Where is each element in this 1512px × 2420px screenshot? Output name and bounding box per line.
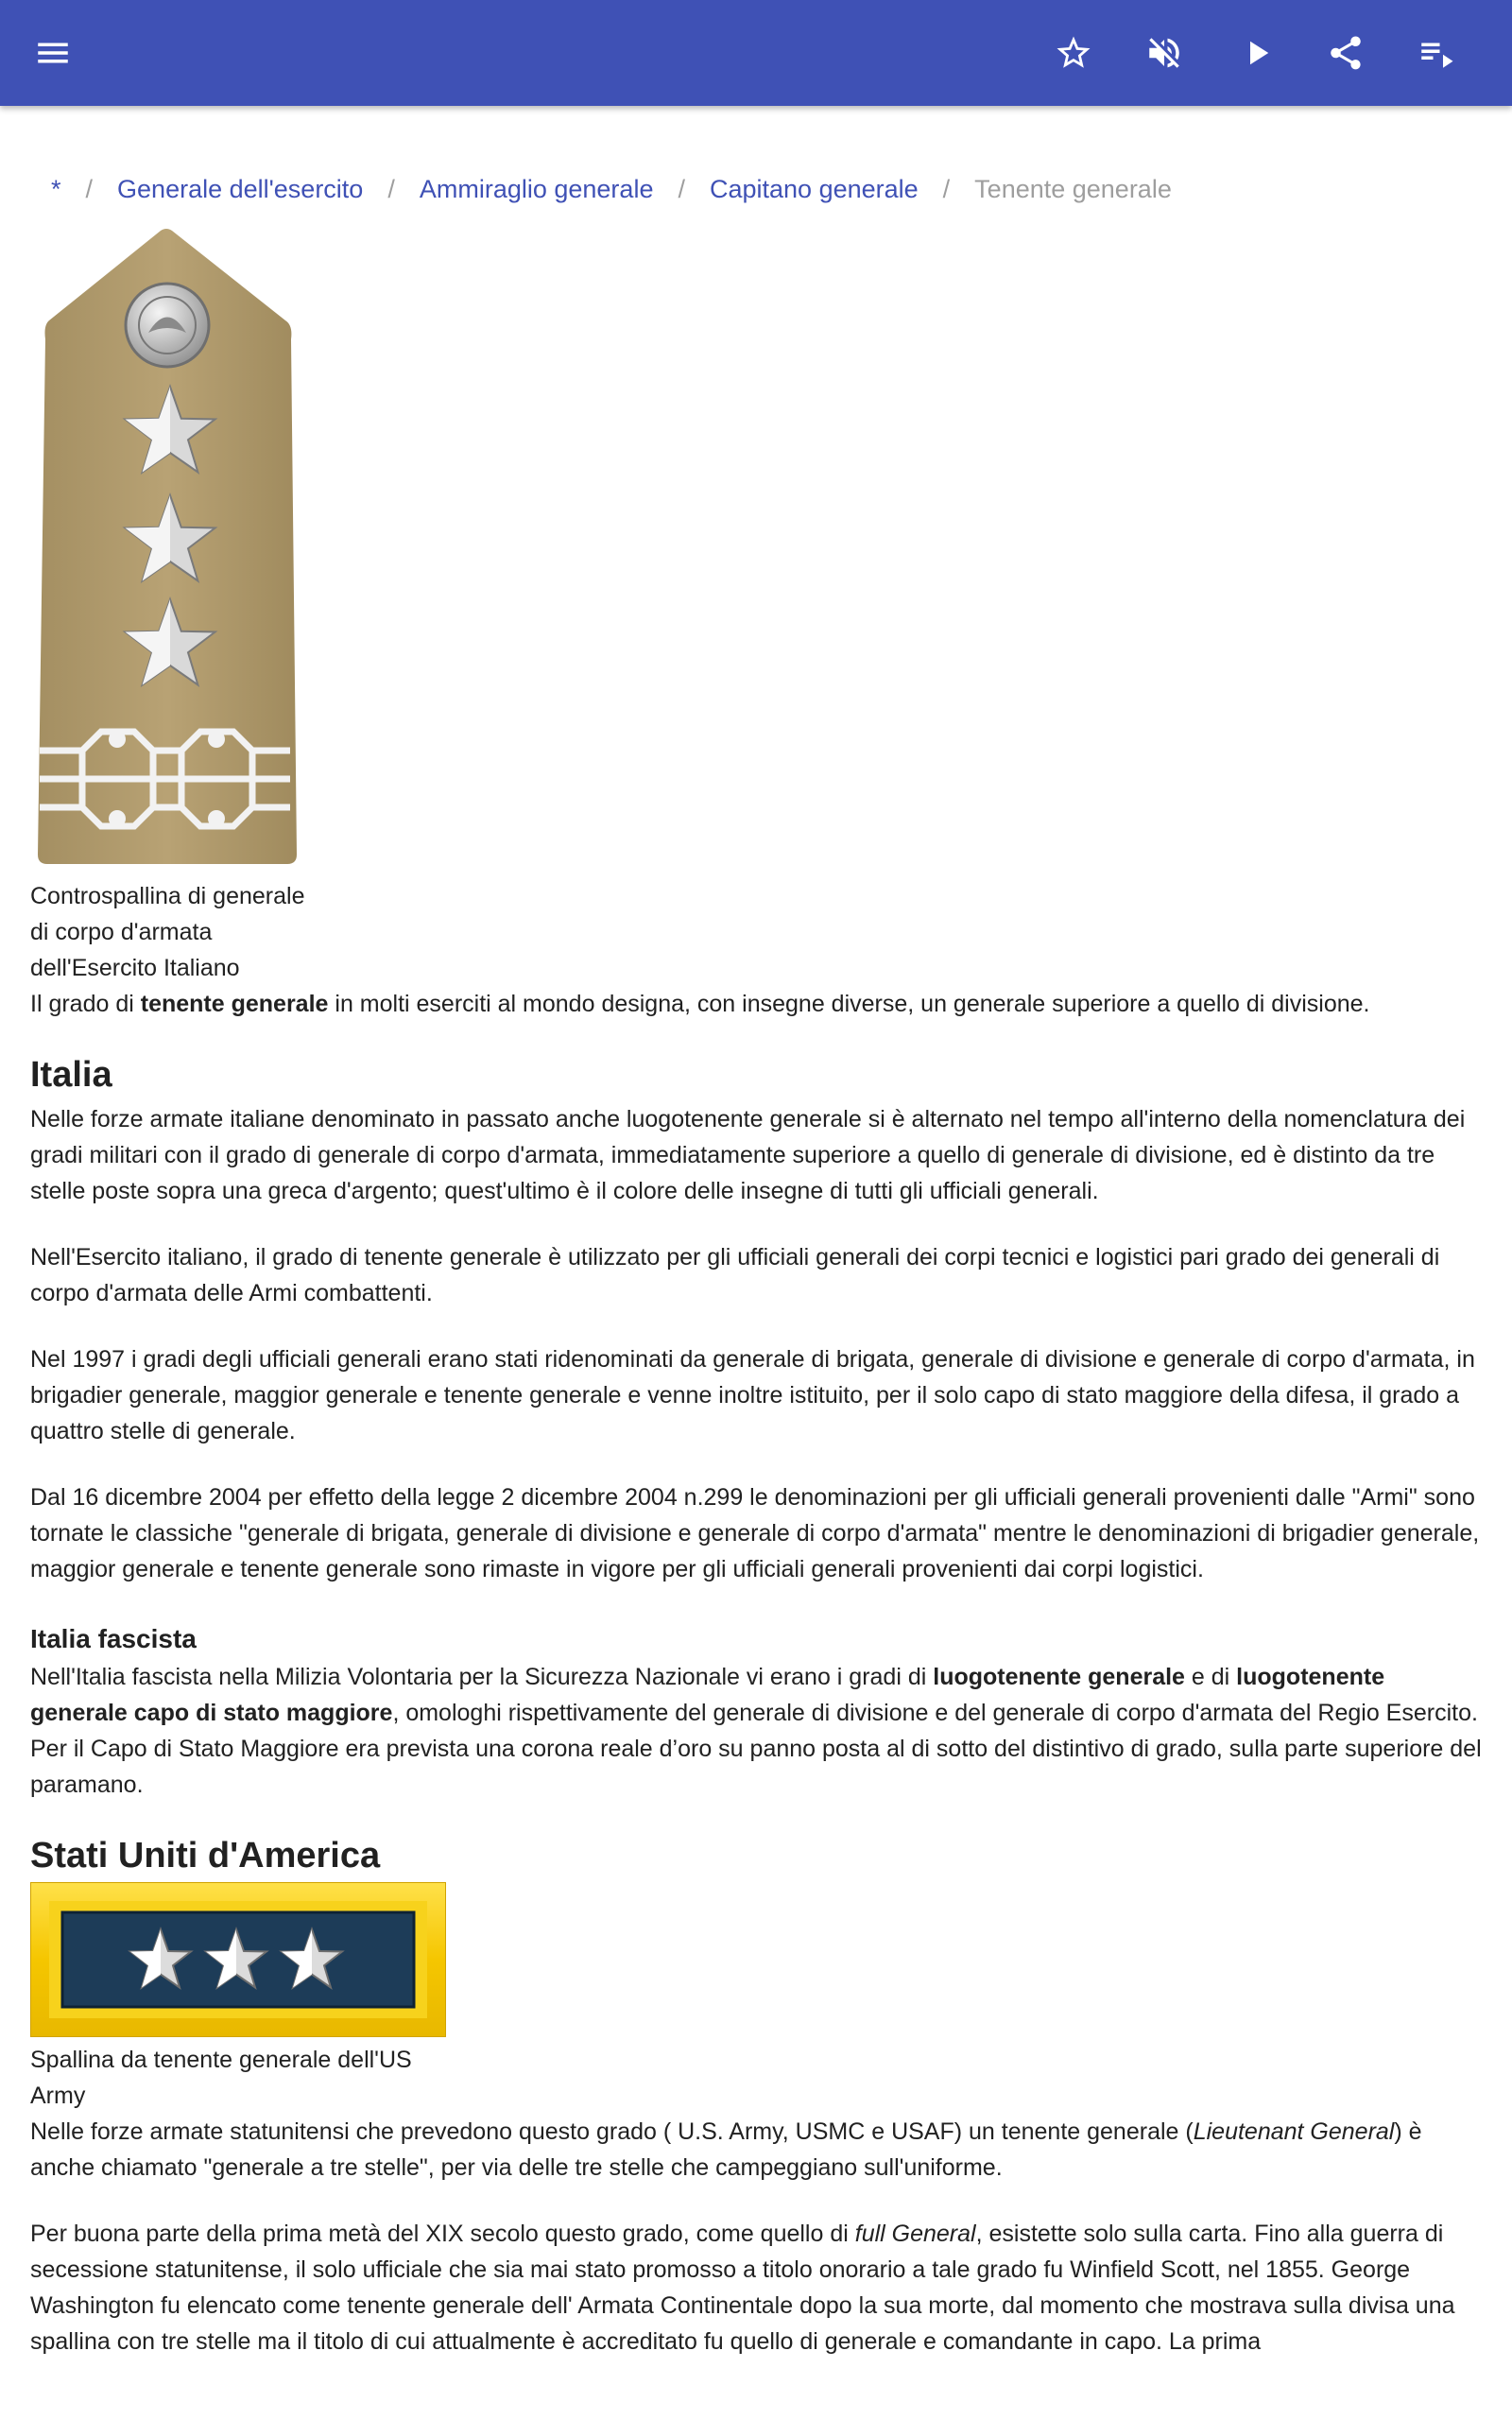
paragraph: Per buona parte della prima metà del XIX secolo questo grado, come quello di full General, esistette solo sulla carta. Fino alla guerra di secessione statunitense, il solo ufficiale che sia mai stato promosso a titolo onorario a tale grado fu Winfield Scott, nel 1855. George Washington fu elencato come tenente generale dell' Armata Continentale dopo la sua morte, dal momento che mostrava sulla divisa una spallina con tre stelle ma il titolo di cui attualmente è accreditato fu quello di generale e comandante in capo. La prima bbox=[30, 2221, 1455, 2355]
breadcrumb-item-capitano-generale[interactable]: Capitano generale bbox=[709, 174, 919, 203]
app-bar bbox=[0, 0, 1512, 106]
breadcrumb-separator: / bbox=[678, 174, 685, 203]
figure-epaulette-italia bbox=[30, 221, 1482, 986]
intro-paragraph: Il grado di tenente generale in molti eserciti al mondo designa, con insegne diverse, un generale superiore a quello di divisione. bbox=[30, 991, 1370, 1017]
breadcrumb-item-ammiraglio-generale[interactable]: Ammiraglio generale bbox=[419, 174, 654, 203]
figure-epaulette-usa bbox=[30, 1882, 1482, 2114]
section-heading-italia-fascista: Italia fascista bbox=[30, 1624, 197, 1653]
breadcrumb-separator: / bbox=[85, 174, 94, 203]
paragraph: Dal 16 dicembre 2004 per effetto della legge 2 dicembre 2004 n.299 le denominazioni per gli ufficiali generali provenienti dalle "Armi" sono tornate le classiche "generale di brigata, generale di divisione e generale di corpo d'armata" mentre le denominazioni di brigadier generale, maggior generale e tenente generale sono rimaste in vigore per gli ufficiali generali provenienti dai corpi logistici. bbox=[30, 1484, 1480, 1582]
menu-icon[interactable] bbox=[25, 25, 81, 81]
shoulder-board-image[interactable] bbox=[30, 221, 304, 873]
term-tenente-generale: tenente generale bbox=[140, 991, 329, 1017]
figure-caption bbox=[30, 878, 342, 986]
paragraph: Nelle forze armate statunitensi che prevedono questo grado ( U.S. Army, USMC e USAF) un tenente generale (Lieutenant General) è anche chiamato "generale a tre stelle", per via delle tre stelle che campeggiano sull'uniforme. bbox=[30, 2118, 1422, 2181]
section-heading-stati-uniti: Stati Uniti d'America bbox=[30, 1836, 381, 1876]
paragraph: Nell'Esercito italiano, il grado di tenente generale è utilizzato per gli ufficiali generali dei corpi tecnici e logistici pari grado dei generali di corpo d'armata delle Armi combattenti. bbox=[30, 1244, 1440, 1306]
breadcrumb-separator: / bbox=[387, 174, 395, 203]
paragraph: Nelle forze armate italiane denominato in passato anche luogotenente generale si è alternato nel tempo all'interno della nomenclatura dei gradi militari con il grado di generale di corpo d'armata, immediatamente superiore a quello di generale di divisione, ed è distinto da tre stelle poste sopra una greca d'argento; quest'ultimo è il colore delle insegne di tutti gli ufficiali generali. bbox=[30, 1106, 1466, 1204]
volume-off-icon[interactable] bbox=[1136, 25, 1193, 81]
breadcrumb-separator: / bbox=[942, 174, 951, 203]
breadcrumb-current: Tenente generale bbox=[974, 174, 1172, 203]
figure-caption bbox=[30, 2042, 437, 2114]
breadcrumb-item-generale-esercito[interactable]: Generale dell'esercito bbox=[117, 174, 364, 203]
play-icon[interactable] bbox=[1228, 25, 1285, 81]
caption-line: di corpo d'armata bbox=[30, 919, 213, 945]
article-content bbox=[30, 106, 1482, 2360]
star-outline-icon[interactable] bbox=[1045, 25, 1102, 81]
paragraph: Nel 1997 i gradi degli ufficiali generali erano stati ridenominati da generale di brigata, generale di divisione e generale di corpo d'armata, in brigadier generale, maggior generale e tenente generale e venne inoltre istituito, per il solo capo di stato maggiore della difesa, il grado a quattro stelle di generale. bbox=[30, 1346, 1475, 1444]
share-icon[interactable] bbox=[1317, 25, 1374, 81]
breadcrumb bbox=[30, 166, 1482, 212]
us-army-epaulette-image[interactable] bbox=[30, 1882, 446, 2037]
paragraph: Nell'Italia fascista nella Milizia Volontaria per la Sicurezza Nazionale vi erano i gradi di luogotenente generale e di luogotenente generale capo di stato maggiore, omologhi rispettivamente del generale di divisione e del generale di corpo d'armata del Regio Esercito. Per il Capo di Stato Maggiore era prevista una corona reale d’oro su panno posta al di sotto del distintivo di grado, sulla parte superiore del paramano. bbox=[30, 1664, 1482, 1798]
playlist-icon[interactable] bbox=[1408, 25, 1465, 81]
section-heading-italia: Italia bbox=[30, 1055, 112, 1095]
caption-line: Controspallina di generale bbox=[30, 883, 305, 909]
caption-line: dell'Esercito Italiano bbox=[30, 955, 240, 981]
breadcrumb-item-home[interactable]: * bbox=[51, 174, 61, 203]
caption-line: Spallina da tenente generale dell'US bbox=[30, 2047, 412, 2073]
caption-line: Army bbox=[30, 2083, 86, 2109]
